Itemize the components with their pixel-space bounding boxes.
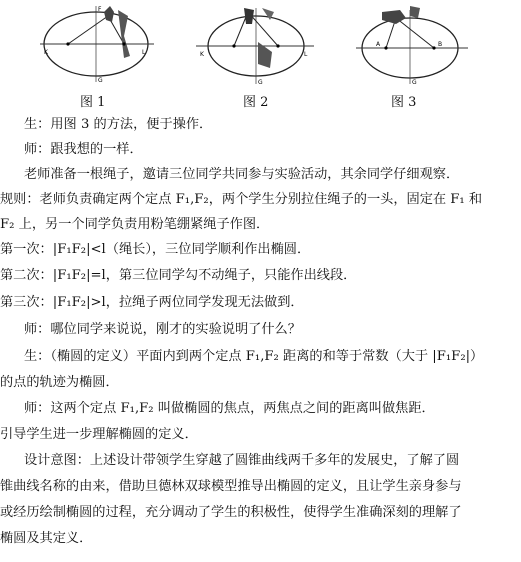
svg-text:G: G [412, 79, 417, 86]
figure-3 [352, 2, 472, 87]
svg-text:B: B [438, 41, 443, 48]
ellipse-drawing-3 [352, 2, 472, 87]
figure-1 [38, 2, 158, 87]
paragraph-line: F₂ 上，另一个同学负责用粉笔绷紧绳子作图． [0, 217, 270, 232]
paragraph-line: 师：跟我想的一样． [24, 142, 143, 157]
figure-2 [196, 2, 316, 87]
paragraph-line: 的点的轨迹为椭圆． [0, 375, 119, 390]
svg-text:A: A [376, 41, 381, 48]
figures-row [0, 0, 521, 110]
ellipse-drawing-2 [196, 2, 316, 87]
svg-text:G: G [98, 77, 103, 84]
paragraph-line: 师：这两个定点 F₁,F₂ 叫做椭圆的焦点，两焦点之间的距离叫做焦距． [24, 401, 435, 416]
svg-text:L: L [304, 51, 308, 58]
svg-text:G: G [258, 79, 263, 86]
paragraph-line: 或经历绘制椭圆的过程，充分调动了学生的积极性，使得学生准确深刻的理解了 [0, 505, 462, 520]
svg-text:L: L [142, 49, 146, 56]
paragraph-line: 生：（椭圆的定义）平面内到两个定点 F₁,F₂ 距离的和等于常数（大于 |F₁F₂|） [24, 349, 484, 364]
svg-text:F: F [98, 6, 102, 13]
paragraph-line: 第三次：|F₁F₂|>l，拉绳子两位同学发现无法做到． [0, 295, 304, 310]
svg-text:K: K [44, 49, 48, 56]
paragraph-line: 锥曲线名称的由来，借助旦德林双球模型推导出椭圆的定义，且让学生亲身参与 [0, 479, 462, 494]
paragraph-line: 规则：老师负责确定两个定点 F₁,F₂，两个学生分别拉住绳子的一头，固定在 F₁ 和 [0, 192, 483, 207]
figure-2-caption: 图 2 [243, 95, 269, 110]
svg-text:K: K [200, 51, 204, 58]
ellipse-drawing-1 [38, 2, 158, 87]
paragraph-line: 第一次：|F₁F₂|<l（绳长），三位同学顺利作出椭圆． [0, 242, 311, 257]
paragraph-line: 引导学生进一步理解椭圆的定义． [0, 427, 198, 442]
figure-3-caption: 图 3 [391, 95, 417, 110]
paragraph-line: 设计意图：上述设计带领学生穿越了圆锥曲线两千多年的发展史，了解了圆 [24, 453, 460, 468]
paragraph-line: 第二次：|F₁F₂|=l，第三位同学勾不动绳子，只能作出线段． [0, 268, 357, 283]
paragraph-line: 师：哪位同学来说说，刚才的实验说明了什么？ [24, 322, 301, 337]
paragraph-line: 椭圆及其定义． [0, 531, 93, 546]
paragraph-line: 老师准备一根绳子，邀请三位同学共同参与实验活动，其余同学仔细观察． [24, 167, 460, 182]
figure-1-caption: 图 1 [80, 95, 106, 110]
paragraph-line: 生：用图 3 的方法，便于操作． [24, 117, 213, 132]
